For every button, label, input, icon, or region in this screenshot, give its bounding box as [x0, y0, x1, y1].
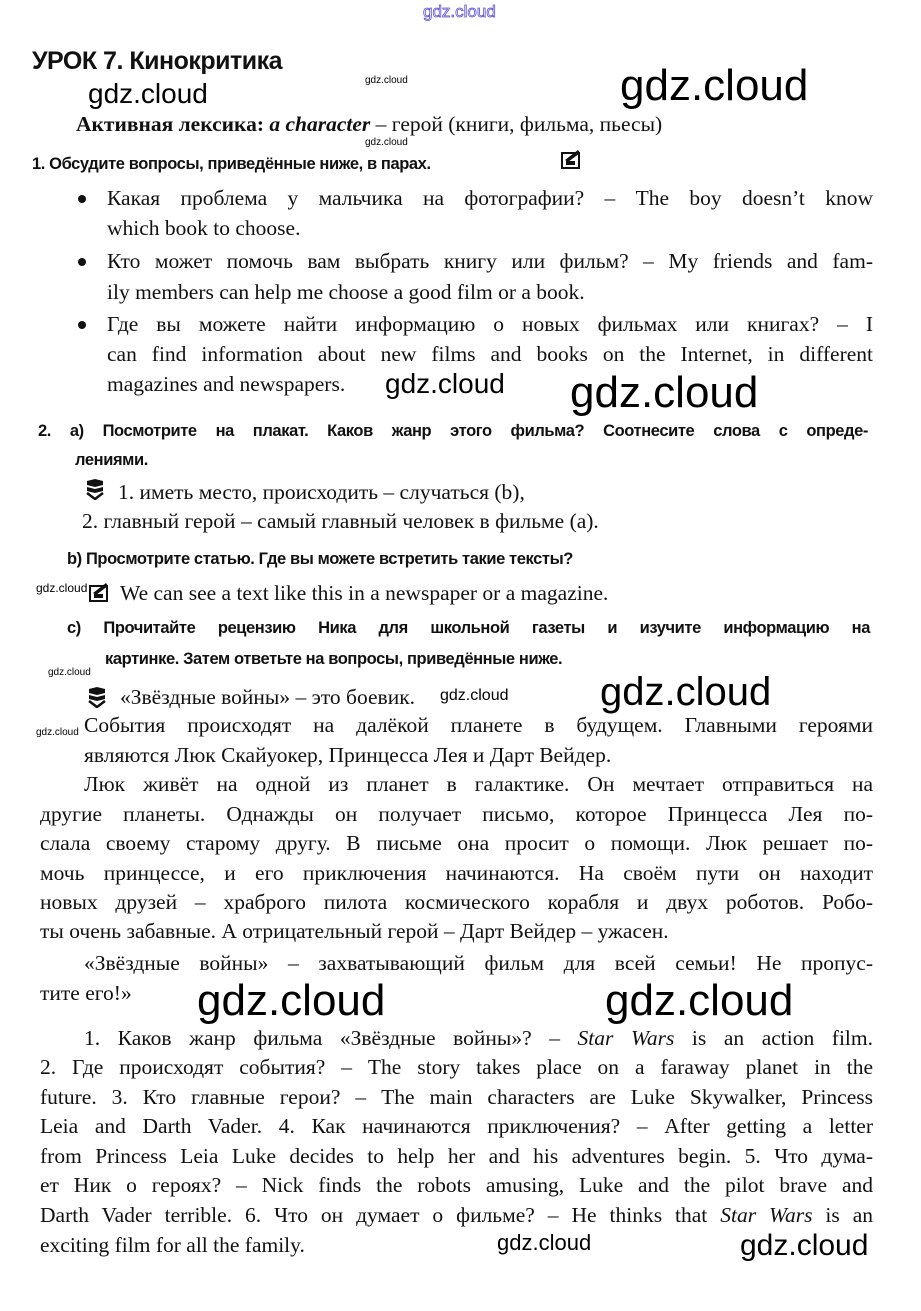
watermark: gdz.cloud — [570, 368, 759, 417]
review-line: тите его!» — [40, 981, 132, 1005]
answer-line: magazines and newspapers. — [107, 372, 346, 396]
vocab-label: Активная лексика: — [76, 112, 264, 136]
answer-line: Кто может помочь вам выбрать книгу или фильм? – My friends and fam- — [107, 249, 873, 273]
exercise-2b-heading: b) Просмотрите статью. Где вы можете встретить такие тексты? — [67, 550, 573, 568]
answer-line: Где вы можете найти информацию о новых фильмах или книгах? – I — [107, 312, 873, 336]
answer-text: 1. Каков жанр фильма «Звёздные войны»? – — [84, 1026, 578, 1050]
answer-text: Darth Vader terrible. 6. Что он думает о фильме? – He thinks that — [40, 1203, 721, 1227]
review-line: Люк живёт на одной из планет в галактике. Он мечтает отправиться на — [84, 772, 873, 796]
film-title: Star Wars — [720, 1203, 813, 1227]
answer-line: We can see a text like this in a newspaper or a magazine. — [120, 581, 609, 605]
film-title: Star Wars — [577, 1026, 675, 1050]
watermark: gdz.cloud — [36, 727, 79, 738]
pen-box-icon — [88, 581, 110, 603]
watermark: gdz.cloud — [740, 1229, 869, 1262]
watermark: gdz.cloud — [365, 75, 408, 86]
answer-line: 1. иметь место, происходить – случаться (b), — [118, 480, 525, 504]
review-line: другие планеты. Однажды он получает письмо, которое Принцесса Лея по- — [40, 802, 873, 826]
active-vocabulary — [76, 111, 662, 137]
answer-text: is an — [812, 1203, 874, 1227]
watermark: gdz.cloud — [605, 976, 794, 1025]
answer-line: Какая проблема у мальчика на фотографии? – The boy doesn’t know — [107, 186, 873, 210]
review-line: ты очень забавные. А отрицательный герой – Дарт Вейдер – ужасен. — [40, 919, 669, 943]
vocab-definition: – герой (книги, фильма, пьесы) — [375, 112, 663, 136]
book-stack-icon — [86, 686, 108, 708]
answer-text: is an action film. — [674, 1026, 873, 1050]
bullet — [78, 321, 86, 329]
answer-line — [84, 1025, 873, 1051]
answer-line: 2. Где происходят события? – The story takes place on a faraway planet in the — [40, 1055, 873, 1079]
answer-line: Leia and Darth Vader. 4. Как начинаются приключения? – After getting a letter — [40, 1114, 873, 1138]
answer-line: future. 3. Кто главные герои? – The main characters are Luke Skywalker, Princess — [40, 1085, 873, 1109]
book-stack-icon — [84, 478, 106, 500]
lesson-title: УРОК 7. Кинокритика — [32, 47, 283, 75]
review-line: слала своему старому другу. В письме она просит о помощи. Люк решает по- — [40, 831, 873, 855]
exercise-2a-heading: 2. а) Посмотрите на плакат. Каков жанр этого фильма? Соотнесите слова с опреде- — [38, 422, 868, 440]
answer-line: which book to choose. — [107, 216, 301, 240]
bullet — [78, 258, 86, 266]
review-line: События происходят на далёкой планете в будущем. Главными героями — [84, 713, 873, 737]
review-line: «Звёздные войны» – захватывающий фильм для всей семьи! Не пропус- — [84, 951, 873, 975]
watermark: gdz.cloud — [497, 1230, 592, 1255]
watermark: gdz.cloud — [36, 581, 88, 595]
watermark: gdz.cloud — [620, 61, 809, 110]
answer-line: ily members can help me choose a good film or a book. — [107, 280, 585, 304]
watermark: gdz.cloud — [88, 78, 208, 109]
review-line: являются Люк Скайуокер, Принцесса Лея и Дарт Вейдер. — [84, 743, 612, 767]
exercise-2a-heading: лениями. — [75, 451, 148, 469]
watermark: gdz.cloud — [48, 667, 91, 678]
answer-line: exciting film for all the family. — [40, 1233, 305, 1257]
watermark: gdz.cloud — [423, 2, 496, 21]
exercise-1-heading: 1. Обсудите вопросы, приведённые ниже, в парах. — [32, 155, 431, 173]
exercise-2c-heading: с) Прочитайте рецензию Ника для школьной газеты и изучите информацию на — [67, 619, 870, 637]
review-line: новых друзей – храброго пилота космического корабля и двух роботов. Робо- — [40, 890, 873, 914]
review-line: мочь принцессе, и его приключения начинаются. На своём пути он находит — [40, 861, 873, 885]
answer-line: 2. главный герой – самый главный человек в фильме (a). — [82, 509, 599, 533]
exercise-2c-heading: картинке. Затем ответьте на вопросы, приведённые ниже. — [105, 650, 563, 668]
bullet — [78, 195, 86, 203]
watermark: gdz.cloud — [440, 687, 509, 704]
answer-line — [40, 1202, 873, 1228]
watermark: gdz.cloud — [600, 670, 772, 714]
watermark: gdz.cloud — [197, 976, 386, 1025]
watermark: gdz.cloud — [365, 137, 408, 148]
pen-box-icon — [560, 148, 582, 170]
vocab-term: a character — [269, 112, 371, 136]
watermark: gdz.cloud — [385, 368, 505, 399]
answer-line: «Звёздные войны» – это боевик. — [120, 685, 416, 709]
answer-line: ет Ник о героях? – Nick finds the robots amusing, Luke and the pilot brave and — [40, 1173, 873, 1197]
answer-line: can find information about new films and books on the Internet, in different — [107, 342, 873, 366]
answer-line: from Princess Leia Luke decides to help her and his adventures begin. 5. Что дума- — [40, 1144, 873, 1168]
